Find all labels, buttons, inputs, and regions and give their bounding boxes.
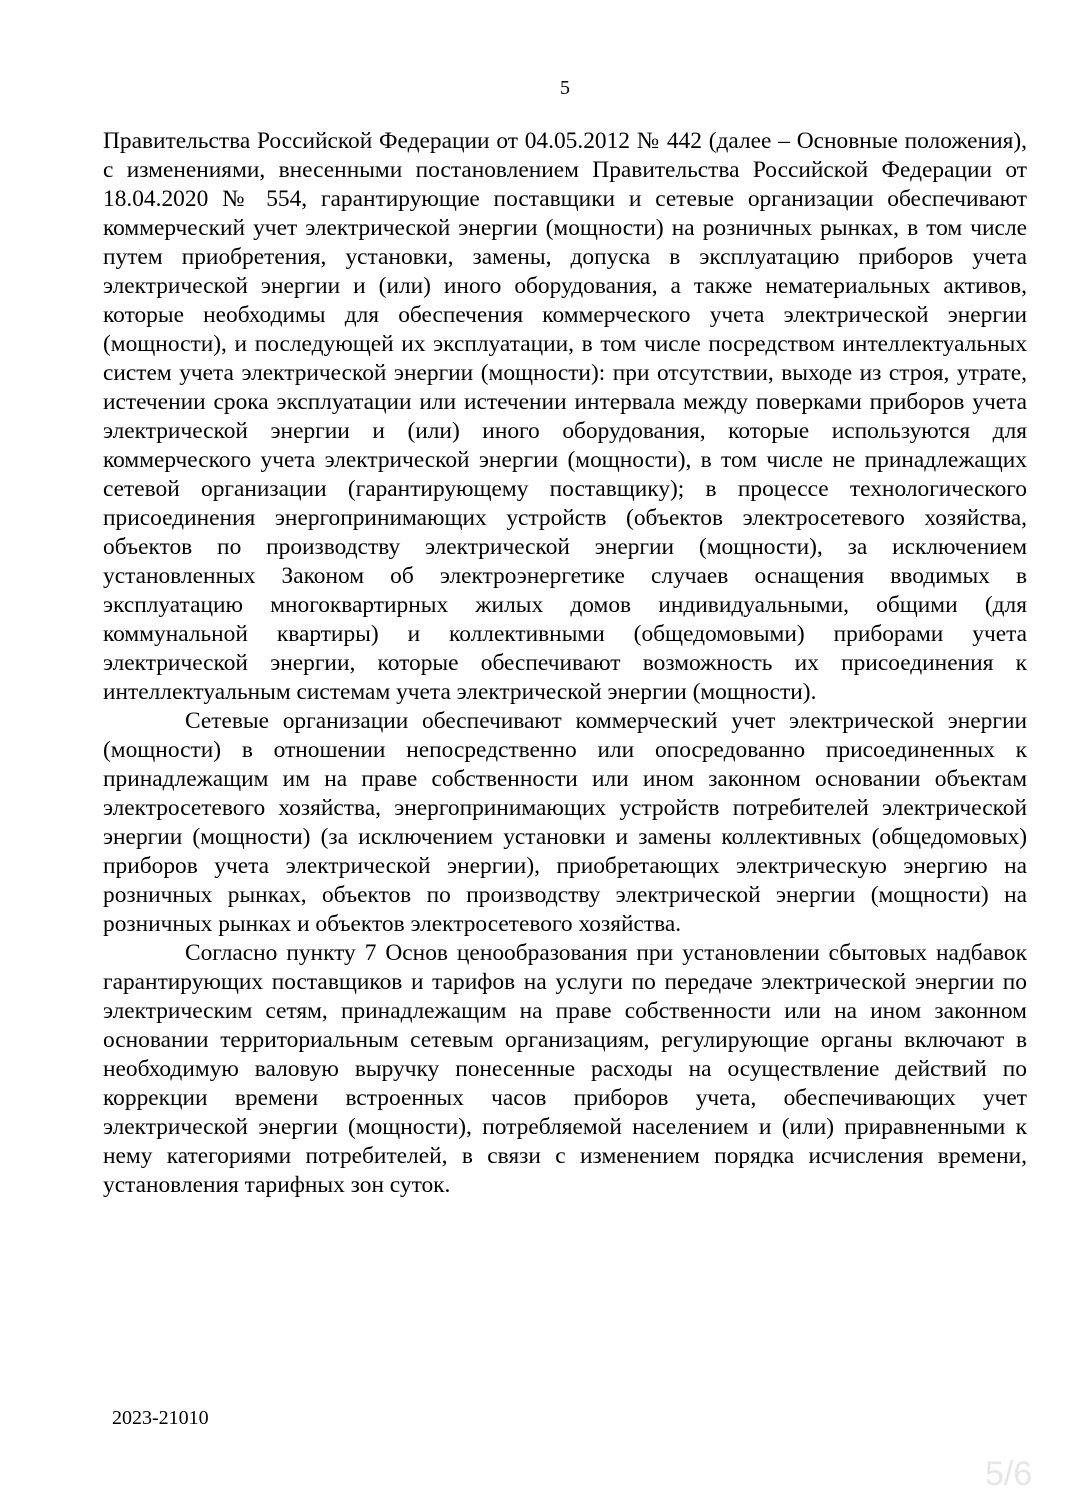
footer-document-code: 2023-21010	[112, 1407, 209, 1429]
paragraph-continuation: Правительства Российской Федерации от 04.05.2012 № 442 (далее – Основные положения), с изменениями, внесенными постановлением Правительства Российской Федерации от 18.04.2020 № 554, гарантирующие поставщики и сетевые организации обеспечивают коммерческий учет электрической энергии (мощности) на розничных рынках, в том числе путем приобретения, установки, замены, допуска в эксплуатацию приборов учета электрической энергии и (или) иного оборудования, а также нематериальных активов, которые необходимы для обеспечения коммерческого учета электрической энергии (мощности), и последующей их эксплуатации, в том числе посредством интеллектуальных систем учета электрической энергии (мощности): при отсутствии, выходе из строя, утрате, истечении срока эксплуатации или истечении интервала между поверками приборов учета электрической энергии и (или) иного оборудования, которые используются для коммерческого учета электрической энергии (мощности), в том числе не принадлежащих сетевой организации (гарантирующему поставщику); в процессе технологического присоединения энергопринимающих устройств (объектов электросетевого хозяйства, объектов по производству электрической энергии (мощности), за исключением установленных Законом об электроэнергетике случаев оснащения вводимых в эксплуатацию многоквартирных жилых домов индивидуальными, общими (для коммунальной квартиры) и коллективными (общедомовыми) приборами учета электрической энергии, которые обеспечивают возможность их присоединения к интеллектуальным системам учета электрической энергии (мощности).	[103, 128, 1027, 705]
paragraph-pricing-basics: Согласно пункту 7 Основ ценообразования при установлении сбытовых надбавок гарантирующих поставщиков и тарифов на услуги по передаче электрической энергии по электрическим сетям, принадлежащим на праве собственности или на ином законном основании территориальным сетевым организациям, регулирующие органы включают в необходимую валовую выручку понесенные расходы на осуществление действий по коррекции времени встроенных часов приборов учета, обеспечивающих учет электрической энергии (мощности), потребляемой населением и (или) приравненными к нему категориями потребителей, в связи с изменением порядка исчисления времени, установления тарифных зон суток.	[103, 940, 1027, 1198]
document-body	[103, 127, 1027, 1200]
page-number: 5	[560, 77, 570, 99]
paragraph-network-organizations: Сетевые организации обеспечивают коммерческий учет электрической энергии (мощности) в отношении непосредственно или опосредованно присоединенных к принадлежащим им на праве собственности или ином законном основании объектам электросетевого хозяйства, энергопринимающих устройств потребителей электрической энергии (мощности) (за исключением установки и замены коллективных (общедомовых) приборов учета электрической энергии), приобретающих электрическую энергию на розничных рынках, объектов по производству электрической энергии (мощности) на розничных рынках и объектов электросетевого хозяйства.	[103, 708, 1027, 937]
page-counter-overlay: 5/6	[985, 1455, 1033, 1493]
